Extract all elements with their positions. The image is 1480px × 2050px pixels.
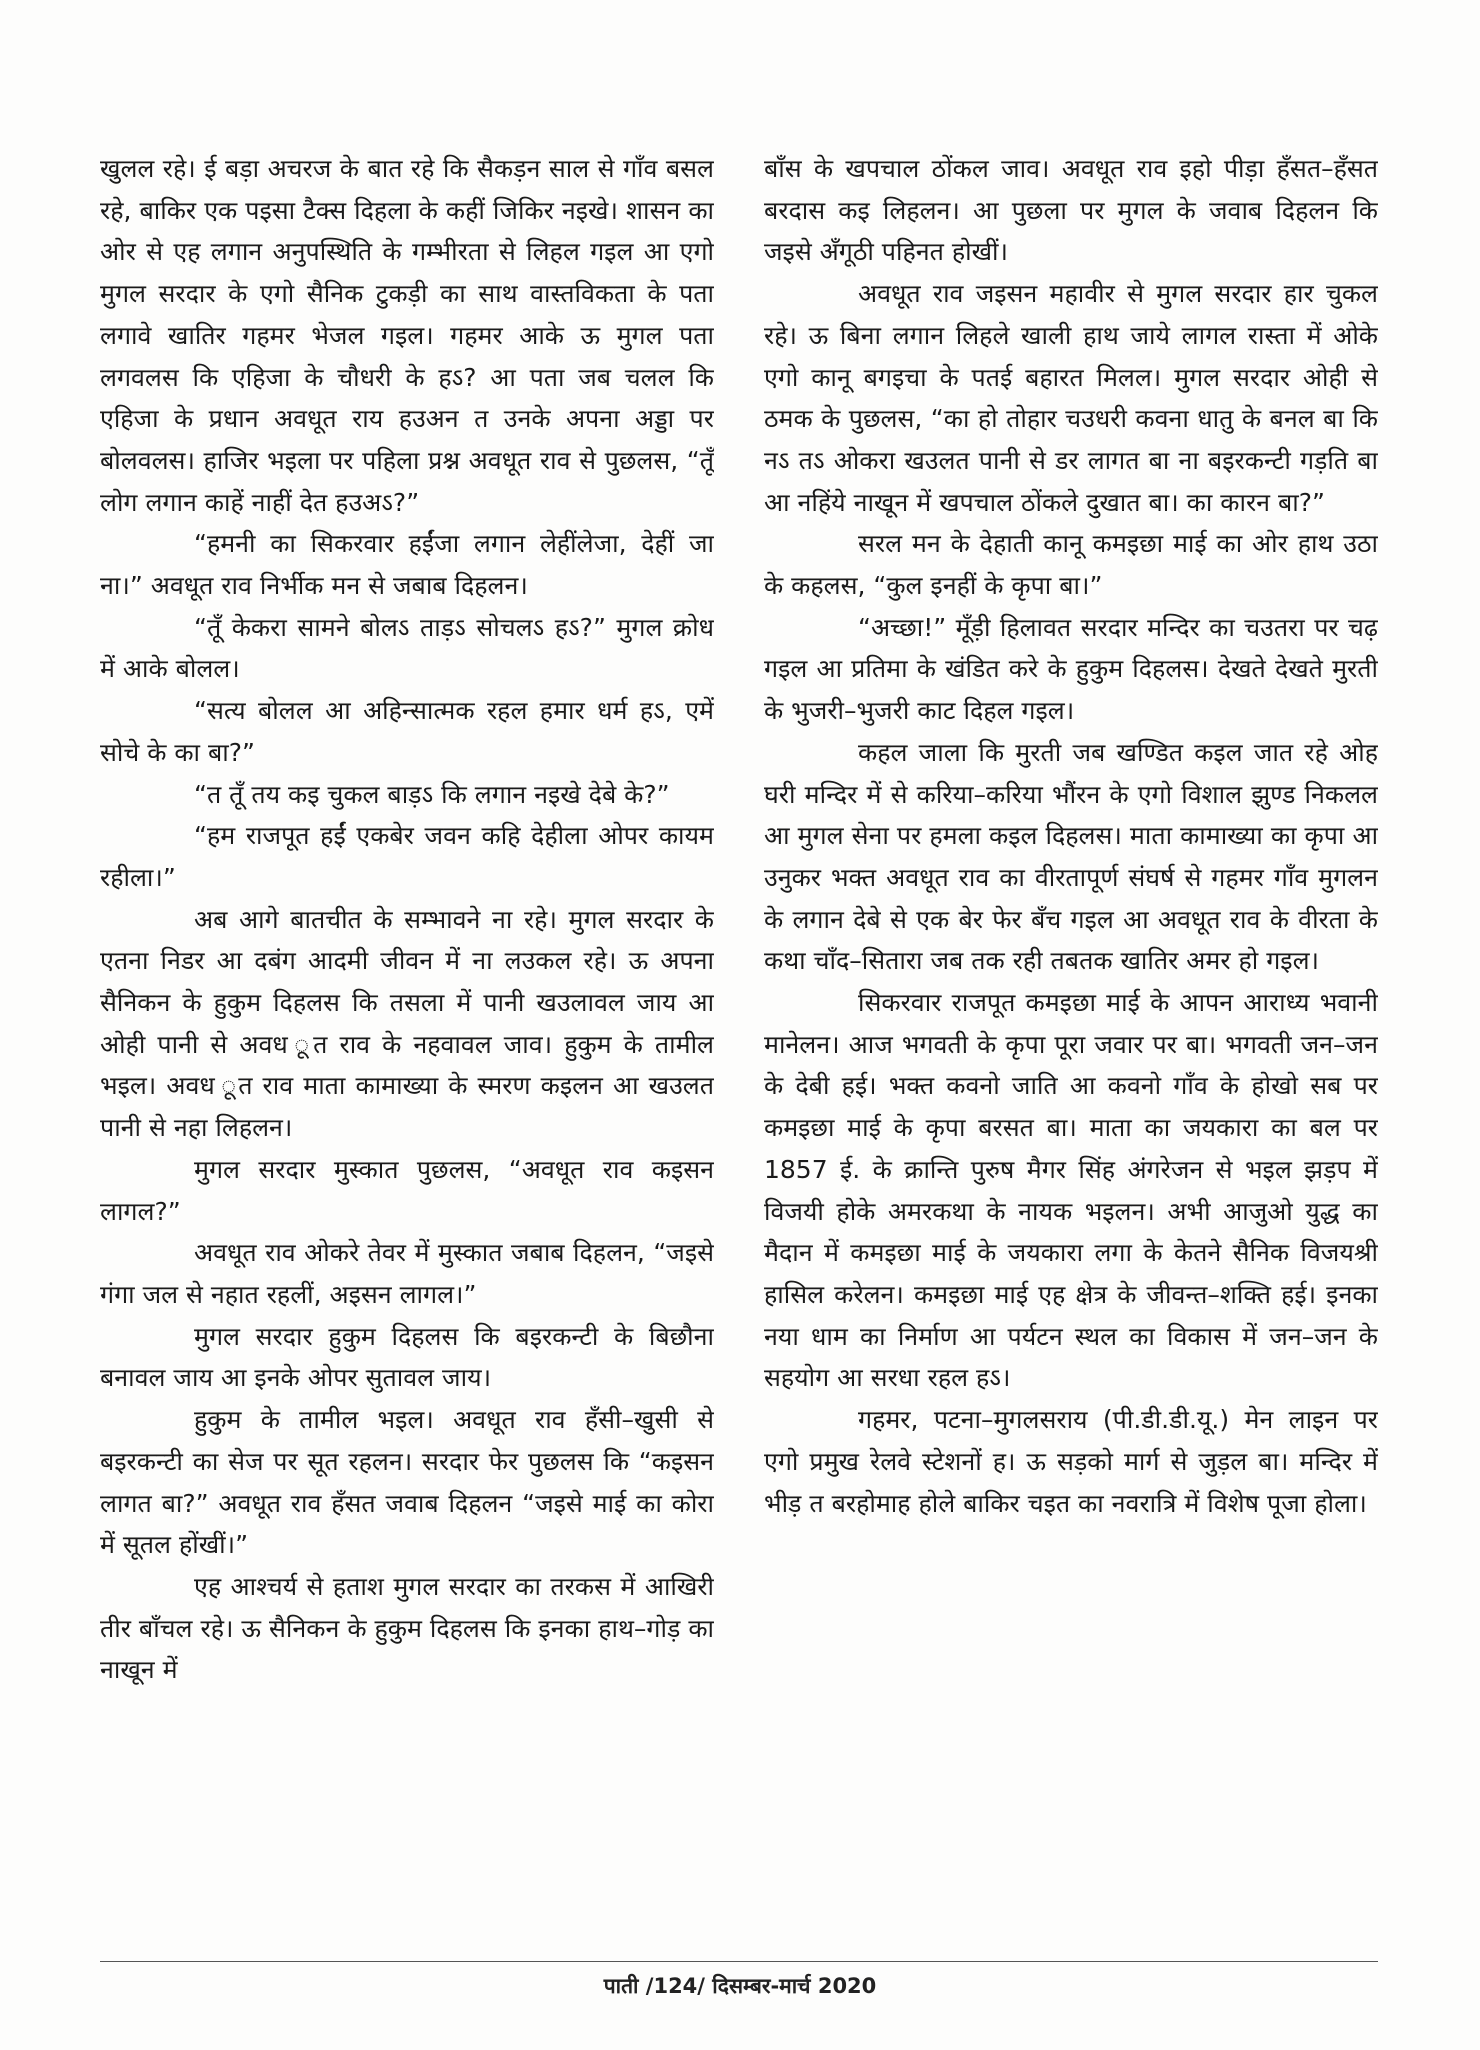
paragraph: “सत्य बोलल आ अहिन्सात्मक रहल हमार धर्म हऽ, एमें सोचे के का बा?”: [100, 696, 714, 767]
paragraph: “तूँ केकरा सामने बोलऽ ताड़ऽ सोचलऽ हऽ?” मुगल क्रोध में आके बोलल।: [100, 612, 714, 684]
paragraph: मुगल सरदार मुस्कात पुछलस, “अवधूत राव कइसन लागल?”: [100, 1154, 714, 1226]
left-column: [100, 148, 714, 1908]
paragraph: अवधूत राव जइसन महावीर से मुगल सरदार हार चुकल रहे। ऊ बिना लगान लिहले खाली हाथ जाये लागल रास्ता में ओके एगो कानू बगइचा के पतई बहारत मिलल। मुगल सरदार ओही से ठमक के पुछलस, “का हो तोहार चउधरी कवना धातु के बनल बा कि नऽ तऽ ओकरा खउलत पानी से डर लागत बा ना बइरकन्टी गड़ति बा आ नहिंये नाखून में खपचाल ठोंकले दुखात बा। का कारन बा?”: [764, 279, 1378, 517]
paragraph: खुलल रहे। ई बड़ा अचरज के बात रहे कि सैकड़न साल से गाँव बसल रहे, बाकिर एक पइसा टैक्स दिहला के कहीं जिकिर नइखे। शासन का ओर से एह लगान अनुपस्थिति के गम्भीरता से लिहल गइल आ एगो मुगल सरदार के एगो सैनिक टुकड़ी का साथ वास्तविकता के पता लगावे खातिर गहमर भेजल गइल। गहमर आके ऊ मुगल पता लगवलस कि एहिजा के चौधरी के हऽ? आ पता जब चलल कि एहिजा के प्रधान अवधूत राय हउअन त उनके अपना अड्डा पर बोलवलस। हाजिर भइला पर पहिला प्रश्न अवधूत राव से पुछलस, “तूँ लोग लगान काहें नाहीं देत हउअऽ?”: [100, 154, 714, 517]
paragraph: सरल मन के देहाती कानू कमइछा माई का ओर हाथ उठा के कहलस, “कुल इनहीं के कृपा बा।”: [764, 529, 1378, 601]
paragraph: गहमर, पटना–मुगलसराय (पी.डी.डी.यू.) मेन लाइन पर एगो प्रमुख रेलवे स्टेशनों ह। ऊ सड़को मार्ग से जुड़ल बा। मन्दिर में भीड़ त बरहोमाह होले बाकिर चइत का नवरात्रि में विशेष पूजा होला।: [764, 1405, 1378, 1518]
paragraph: मुगल सरदार हुकुम दिहलस कि बइरकन्टी के बिछौना बनावल जाय आ इनके ओपर सुतावल जाय।: [100, 1321, 714, 1393]
paragraph: “हम राजपूत हईं एकबेर जवन कहि देहीला ओपर कायम रहीला।”: [100, 821, 714, 892]
footer-rule: [100, 1961, 1378, 1962]
paragraph: “हमनी का सिकरवार हईंजा लगान लेहींलेजा, देहीं जा ना।” अवधूत राव निर्भीक मन से जबाब दिहलन।: [100, 529, 714, 601]
paragraph: सिकरवार राजपूत कमइछा माई के आपन आराध्य भवानी मानेलन। आज भगवती के कृपा पूरा जवार पर बा। भगवती जन–जन के देबी हई। भक्त कवनो जाति आ कवनो गाँव के होखो सब पर कमइछा माई के कृपा बरसत बा। माता का जयकारा का बल पर 1857 ई. के क्रान्ति पुरुष मैगर सिंह अंगरेजन से भइल झड़प में विजयी होके अमरकथा के नायक भइलन। अभी आजुओ युद्ध का मैदान में कमइछा माई के जयकारा लगा के केतने सैनिक विजयश्री हासिल करेलन। कमइछा माई एह क्षेत्र के जीवन्त–शक्ति हई। इनका नया धाम का निर्माण आ पर्यटन स्थल का विकास में जन–जन के सहयोग आ सरधा रहल हऽ।: [764, 988, 1378, 1393]
paragraph: “अच्छा!” मूँड़ी हिलावत सरदार मन्दिर का चउतरा पर चढ़ गइल आ प्रतिमा के खंडित करे के हुकुम दिहलस। देखते देखते मुरती के भुजरी–भुजरी काट दिहल गइल।: [764, 612, 1378, 726]
right-column: [764, 148, 1378, 1908]
paragraph: अवधूत राव ओकरे तेवर में मुस्कात जबाब दिहलन, “जइसे गंगा जल से नहात रहलीं, अइसन लागल।”: [100, 1238, 714, 1309]
paragraph: कहल जाला कि मुरती जब खण्डित कइल जात रहे ओह घरी मन्दिर में से करिया–करिया भौंरन के एगो विशाल झुण्ड निकलल आ मुगल सेना पर हमला कइल दिहलस। माता कामाख्या का कृपा आ उनुकर भक्त अवधूत राव का वीरतापूर्ण संघर्ष से गहमर गाँव मुगलन के लगान देबे से एक बेर फेर बँच गइल आ अवधूत राव के वीरता के कथा चाँद–सितारा जब तक रही तबतक खातिर अमर हो गइल।: [764, 737, 1378, 976]
paragraph: हुकुम के तामील भइल। अवधूत राव हँसी–खुसी से बइरकन्टी का सेज पर सूत रहलन। सरदार फेर पुछलस कि “कइसन लागत बा?” अवधूत राव हँसत जवाब दिहलन “जइसे माई का कोरा में सूतल होंखीं।”: [100, 1405, 714, 1560]
paragraph: बाँस के खपचाल ठोंकल जाव। अवधूत राव इहो पीड़ा हँसत–हँसत बरदास कइ लिहलन। आ पुछला पर मुगल के जवाब दिहलन कि जइसे अँगूठी पहिनत होखीं।: [764, 154, 1378, 267]
paragraph: अब आगे बातचीत के सम्भावने ना रहे। मुगल सरदार के एतना निडर आ दबंग आदमी जीवन में ना लउकल रहे। ऊ अपना सैनिकन के हुकुम दिहलस कि तसला में पानी खउलावल जाय आ ओही पानी से अवध ूत राव के नहवावल जाव। हुकुम के तामील भइल। अवध ूत राव माता कामाख्या के स्मरण कइलन आ खउलत पानी से नहा लिहलन।: [100, 904, 714, 1143]
paragraph: “त तूँ तय कइ चुकल बाड़ऽ कि लगान नइखे देबे के?”: [194, 779, 670, 809]
article-body: [100, 148, 1378, 1908]
page-footer: पाती /124/ दिसम्बर-मार्च 2020: [603, 1974, 877, 1998]
paragraph: एह आश्चर्य से हताश मुगल सरदार का तरकस में आखिरी तीर बाँचल रहे। ऊ सैनिकन के हुकुम दिहलस कि इनका हाथ–गोड़ का नाखून में: [100, 1571, 714, 1685]
